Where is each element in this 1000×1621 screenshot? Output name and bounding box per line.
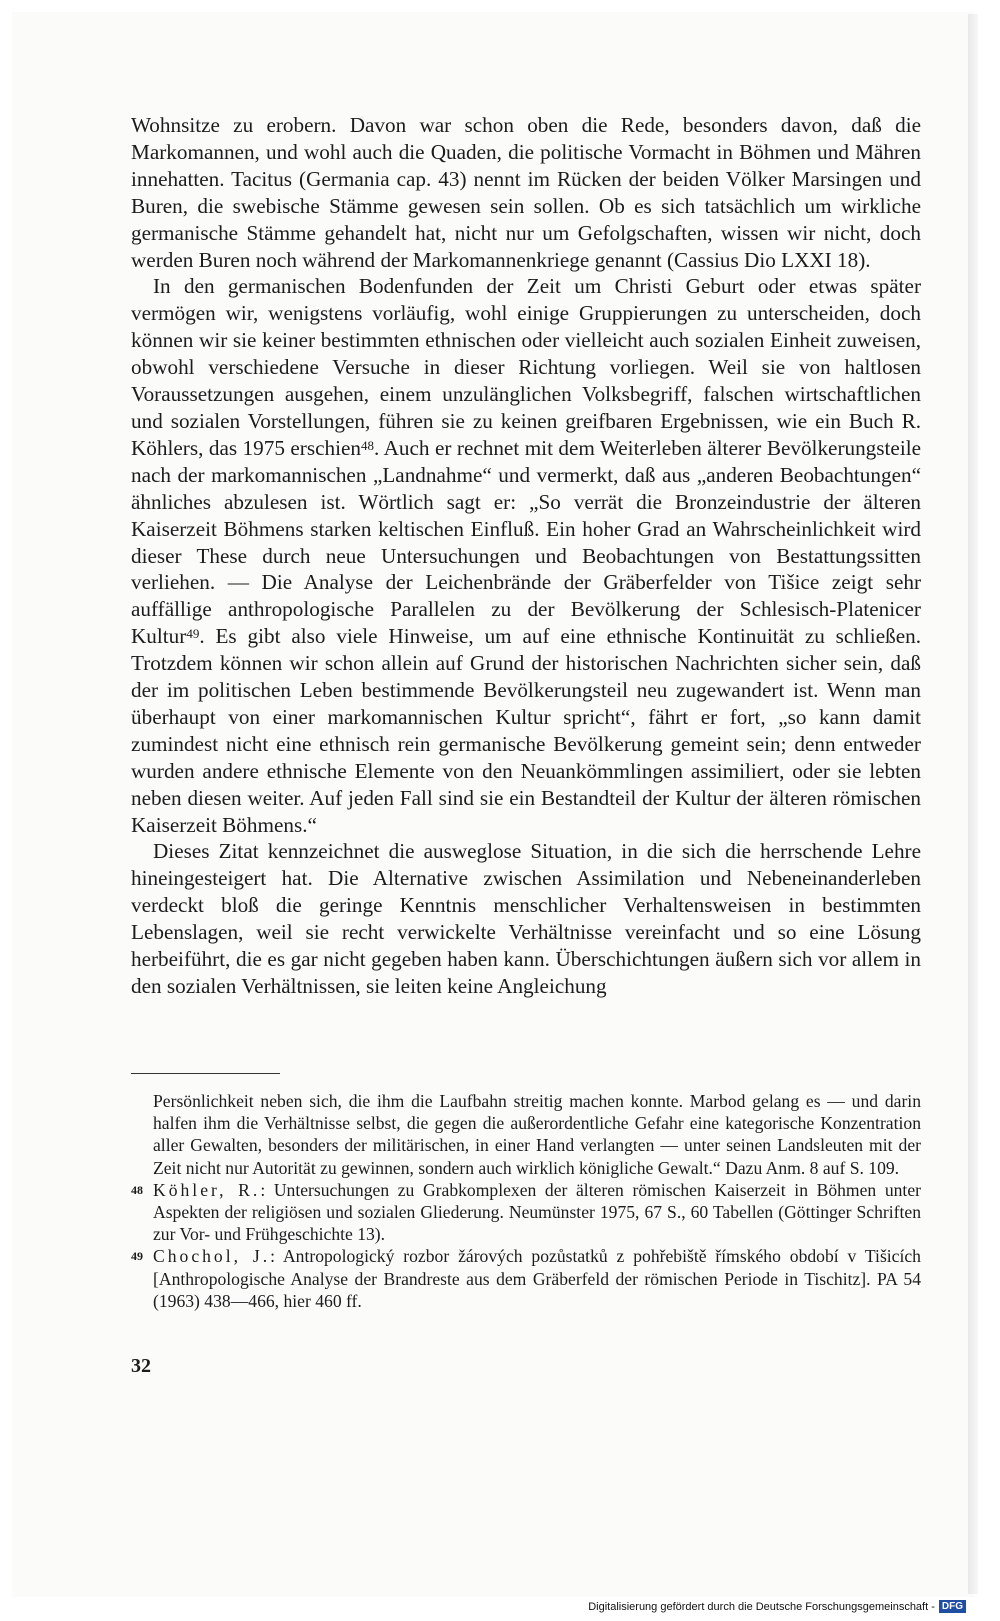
page-number: 32: [131, 1355, 151, 1377]
digitization-credit: [588, 1600, 966, 1613]
footnote-number: 49: [131, 1249, 143, 1264]
footnote-48: [131, 1179, 921, 1246]
footnote-continuation: Persönlichkeit neben sich, die ihm die Laufbahn streitig machen konnte. Marbod gelang es — und darin halfen ihm die Verhältnisse selbst, die gegen die außerordentliche Gefahr eine kategorische Konzentration aller Gewalten, besonders der militärischen, in einer Hand verlangten — unter seinen Landsleuten mit der Zeit nicht nur Autorität zu gewinnen, sondern auch wirklich königliche Gewalt.“ Dazu Anm. 8 auf S. 109.: [153, 1091, 921, 1178]
footnote-text: : Antropologický rozbor žárových pozůstatků z pohřebiště římského období v Tišicích [Anthropologische Analyse der Brandreste aus dem Gräberfeld der römischen Periode in Tischitz]. PA 54 (1963) 438—466, hier 460 ff.: [153, 1246, 921, 1311]
paragraph: In den germanischen Bodenfunden der Zeit um Christi Geburt oder etwas später vermögen wir, wenigstens vorläufig, wohl einige Gruppierungen zu unterscheiden, doch können wir sie keiner bestimmten ethnischen oder vielleicht auch sozialen Einheit zuweisen, obwohl verschiedene Versuche in dieser Richtung vorliegen. Weil sie von haltlosen Voraussetzungen ausgehen, einem unzulänglichen Volksbegriff, falschen wirtschaftlichen und sozialen Vorstellungen, führen sie zu keinen greifbaren Ergebnissen, wie ein Buch R. Köhlers, das 1975 erschien$^{48}$. Auch er rechnet mit dem Weiterleben älterer Bevölkerungsteile nach der markomannischen „Landnahme“ und vermerkt, daß aus „anderen Beobachtungen“ ähnliches abzulesen ist. Wörtlich sagt er: „So verrät die Bronzeindustrie der älteren Kaiserzeit Böhmens starken keltischen Einfluß. Ein hoher Grad an Wahrscheinlichkeit wird dieser These durch neue Untersuchungen und Beobachtungen von Bestattungssitten verliehen. — Die Analyse der Leichenbrände der Gräberfelder von Tišice zeigt sehr auffällige anthropologische Parallelen zu der Bevölkerung der Schlesisch-Platenicer Kultur$^{49}$. Es gibt also viele Hinweise, um auf eine ethnische Kontinuität zu schließen. Trotzdem können wir schon allein auf Grund der historischen Nachrichten sicher sein, daß der im politischen Leben bestimmende Bevölkerungsteil neu zugewandert ist. Wenn man überhaupt von einer markomannischen Kultur spricht“, fährt er fort, „so kann damit zumindest nicht eine ethnisch rein germanische Bevölkerung gemeint sein; denn entweder wurden andere ethnische Elemente von den Neuankömmlingen assimiliert, oder sie lebten neben diesen weiter. Auf jeden Fall sind sie ein Bestandteil der Kultur der älteren römischen Kaiserzeit Böhmens.“: [131, 274, 921, 837]
credit-text: Digitalisierung gefördert durch die Deutsche Forschungsgemeinschaft -: [588, 1600, 935, 1613]
footnote-reference: 48: [361, 437, 374, 453]
footnote-author: Chochol, J.: [153, 1246, 271, 1267]
main-text: [131, 112, 921, 1000]
footnote-separator: [131, 1073, 280, 1074]
footnote-list: [131, 1179, 921, 1312]
footnote-text: : Untersuchungen zu Grabkomplexen der älteren römischen Kaiserzeit in Böhmen unter Aspekten der religiösen und sozialen Gliederung. Neumünster 1975, 67 S., 60 Tabellen (Göttinger Schriften zur Vor- und Frühgeschichte 13).: [153, 1179, 921, 1245]
page-edge-shadow: [968, 14, 978, 1594]
paragraph: Wohnsitze zu erobern. Davon war schon oben die Rede, besonders davon, daß die Markomannen, und wohl auch die Quaden, die politische Vormacht in Böhmen und Mähren innehatten. Tacitus (Germania cap. 43) nennt im Rücken der beiden Völker Marsingen und Buren, die swebische Stämme gewesen sein sollen. Ob es sich tatsächlich um wirkliche germanische Stämme gehandelt hat, nicht nur um Gefolgschaften, wissen wir nicht, doch werden Buren noch während der Markomannenkriege genannt (Cassius Dio LXXI 18).: [131, 113, 921, 272]
footnote-number: 48: [131, 1182, 143, 1197]
paragraph: Dieses Zitat kennzeichnet die ausweglose Situation, in die sich die herrschende Lehre hineingesteigert hat. Die Alternative zwischen Assimilation und Nebeneinanderleben verdeckt bloß die geringe Kenntnis menschlicher Verhaltensweisen in bestimmten Lebenslagen, weil sie recht verwickelte Verhältnisse vereinfacht und so eine Lösung herbeiführt, die es gar nicht gegeben haben kann. Überschichtungen äußern sich vor allem in den sozialen Verhältnissen, sie leiten keine Angleichung: [131, 839, 921, 998]
footnote-49: [131, 1245, 921, 1312]
footnote-author: Köhler, R.: [153, 1179, 261, 1200]
footnotes: [131, 1090, 921, 1312]
footnote-reference: 49: [186, 626, 200, 642]
dfg-logo: DFG: [939, 1600, 966, 1613]
